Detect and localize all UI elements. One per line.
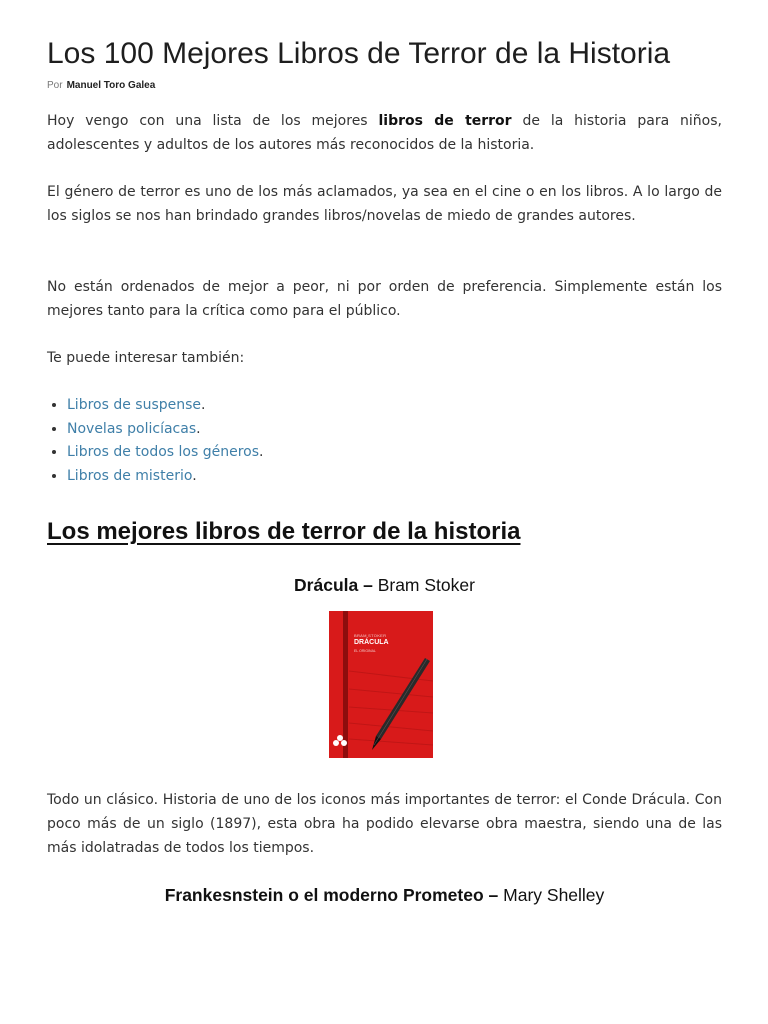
page-title: Los 100 Mejores Libros de Terror de la Historia — [47, 37, 671, 70]
byline — [47, 79, 155, 93]
p1-text-before: Hoy vengo con una lista de los mejores — [47, 113, 379, 129]
cover-author-text: BRAM STOKER — [354, 633, 387, 638]
book-title — [165, 885, 503, 905]
cover-title-text: DRÁCULA — [354, 639, 389, 646]
book-title-dash: – — [358, 575, 378, 595]
link-libros-todos-generos[interactable]: Libros de todos los géneros — [67, 444, 260, 460]
quill-pen-icon — [372, 658, 430, 750]
link-libros-de-misterio[interactable]: Libros de misterio — [67, 467, 193, 484]
related-links-list — [47, 394, 263, 488]
list-item: • Libros de todos los géneros. — [67, 441, 263, 465]
author-name[interactable]: Manuel Toro Galea — [66, 80, 156, 91]
list-item: • Novelas policíacas. — [67, 418, 263, 442]
link-libros-de-suspense[interactable]: Libros de suspense — [67, 397, 202, 413]
book-title-dash: – — [483, 885, 504, 905]
link-novelas-policiacas[interactable]: Novelas policíacas — [67, 420, 197, 437]
list-item: • Libros de suspense. — [67, 394, 263, 418]
book-heading-dracula — [47, 573, 722, 597]
intro-paragraph-1 — [47, 109, 722, 157]
book-title — [294, 575, 378, 595]
book-description-dracula: Todo un clásico. Historia de uno de los iconos más importantes de terror: el Conde Drácula. Con poco más de un siglo (1897), esta obra ha podido elevarse obra maestra, siendo una de las más idolatradas de todos los tiempos. — [47, 792, 722, 856]
book-cover-dracula[interactable] — [329, 611, 433, 758]
intro-paragraph-4: Te puede interesar también: — [47, 350, 245, 366]
section-heading: Los mejores libros de terror de la historia — [47, 518, 521, 545]
p1-text-after: de la historia para niños, adolescentes y adultos de los autores más reconocidos de la historia. — [47, 113, 722, 153]
list-item: • Libros de misterio. — [67, 465, 263, 489]
book-author: Bram Stoker — [377, 575, 475, 595]
publisher-logo-icon — [333, 735, 347, 746]
p1-bold-keyword: libros de terror — [378, 113, 512, 129]
book-title-text: Drácula — [294, 575, 359, 595]
book-author: Mary Shelley — [503, 885, 605, 905]
book-heading-frankenstein — [47, 883, 722, 907]
byline-prefix: Por — [47, 80, 63, 91]
intro-paragraph-3: No están ordenados de mejor a peor, ni por orden de preferencia. Simplemente están los mejores tanto para la crítica como para el público. — [47, 279, 722, 319]
intro-paragraph-2: El género de terror es uno de los más aclamados, ya sea en el cine o en los libros. A lo largo de los siglos se nos han brindado grandes libros/novelas de miedo de grandes autores. — [47, 184, 722, 224]
cover-subtitle-text: EL ORIGINAL — [354, 649, 376, 653]
cover-texture — [349, 671, 433, 745]
book-title-text: Frankesnstein o el moderno Prometeo — [164, 885, 484, 905]
